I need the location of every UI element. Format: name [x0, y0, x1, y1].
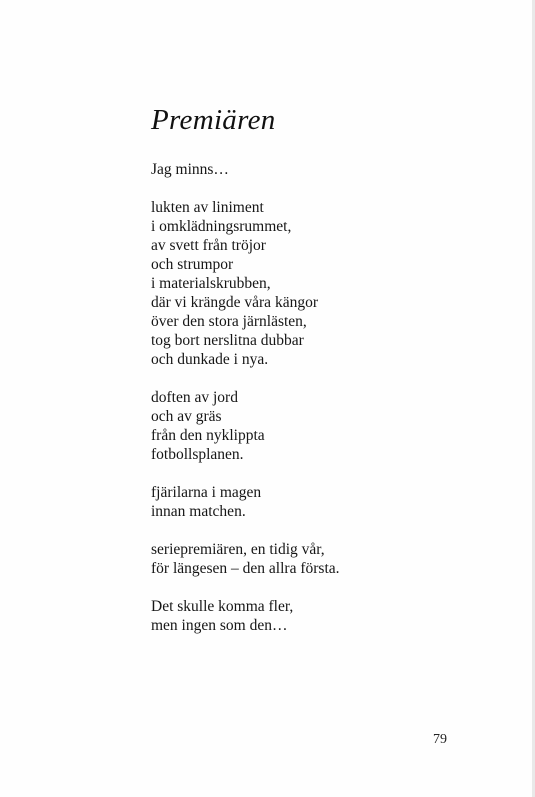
stanza: [151, 388, 340, 464]
poem-line: i materialskrubben,: [151, 275, 271, 292]
stanza: [151, 160, 340, 179]
stanza: [151, 483, 340, 521]
poem-line: och dunkade i nya.: [151, 351, 269, 368]
poem-line: men ingen som den…: [151, 617, 288, 634]
poem-body: [151, 160, 340, 654]
poem-line: Det skulle komma fler,: [151, 598, 294, 615]
poem-line: doften av jord: [151, 389, 238, 406]
poem-line: där vi krängde våra kängor: [151, 294, 318, 311]
poem-line: och strumpor: [151, 256, 234, 273]
poem-line: från den nyklippta: [151, 427, 265, 444]
poem-line: i omklädningsrummet,: [151, 218, 292, 235]
stanza: [151, 540, 340, 578]
poem-line: tog bort nerslitna dubbar: [151, 332, 304, 349]
poem-line: Jag minns…: [151, 161, 229, 178]
poem-line: innan matchen.: [151, 503, 246, 520]
poem-line: över den stora järnlästen,: [151, 313, 307, 330]
poem-title: Premiären: [151, 104, 276, 136]
stanza: [151, 597, 340, 635]
page-number: 79: [433, 732, 447, 747]
poem-line: av svett från tröjor: [151, 237, 266, 254]
poem-line: seriepremiären, en tidig vår,: [151, 541, 325, 558]
stanza: [151, 198, 340, 369]
poem-line: och av gräs: [151, 408, 222, 425]
poem-line: lukten av liniment: [151, 199, 264, 216]
poem-line: för längesen – den allra första.: [151, 560, 340, 577]
poem-line: fjärilarna i magen: [151, 484, 262, 501]
poem-line: fotbollsplanen.: [151, 446, 244, 463]
